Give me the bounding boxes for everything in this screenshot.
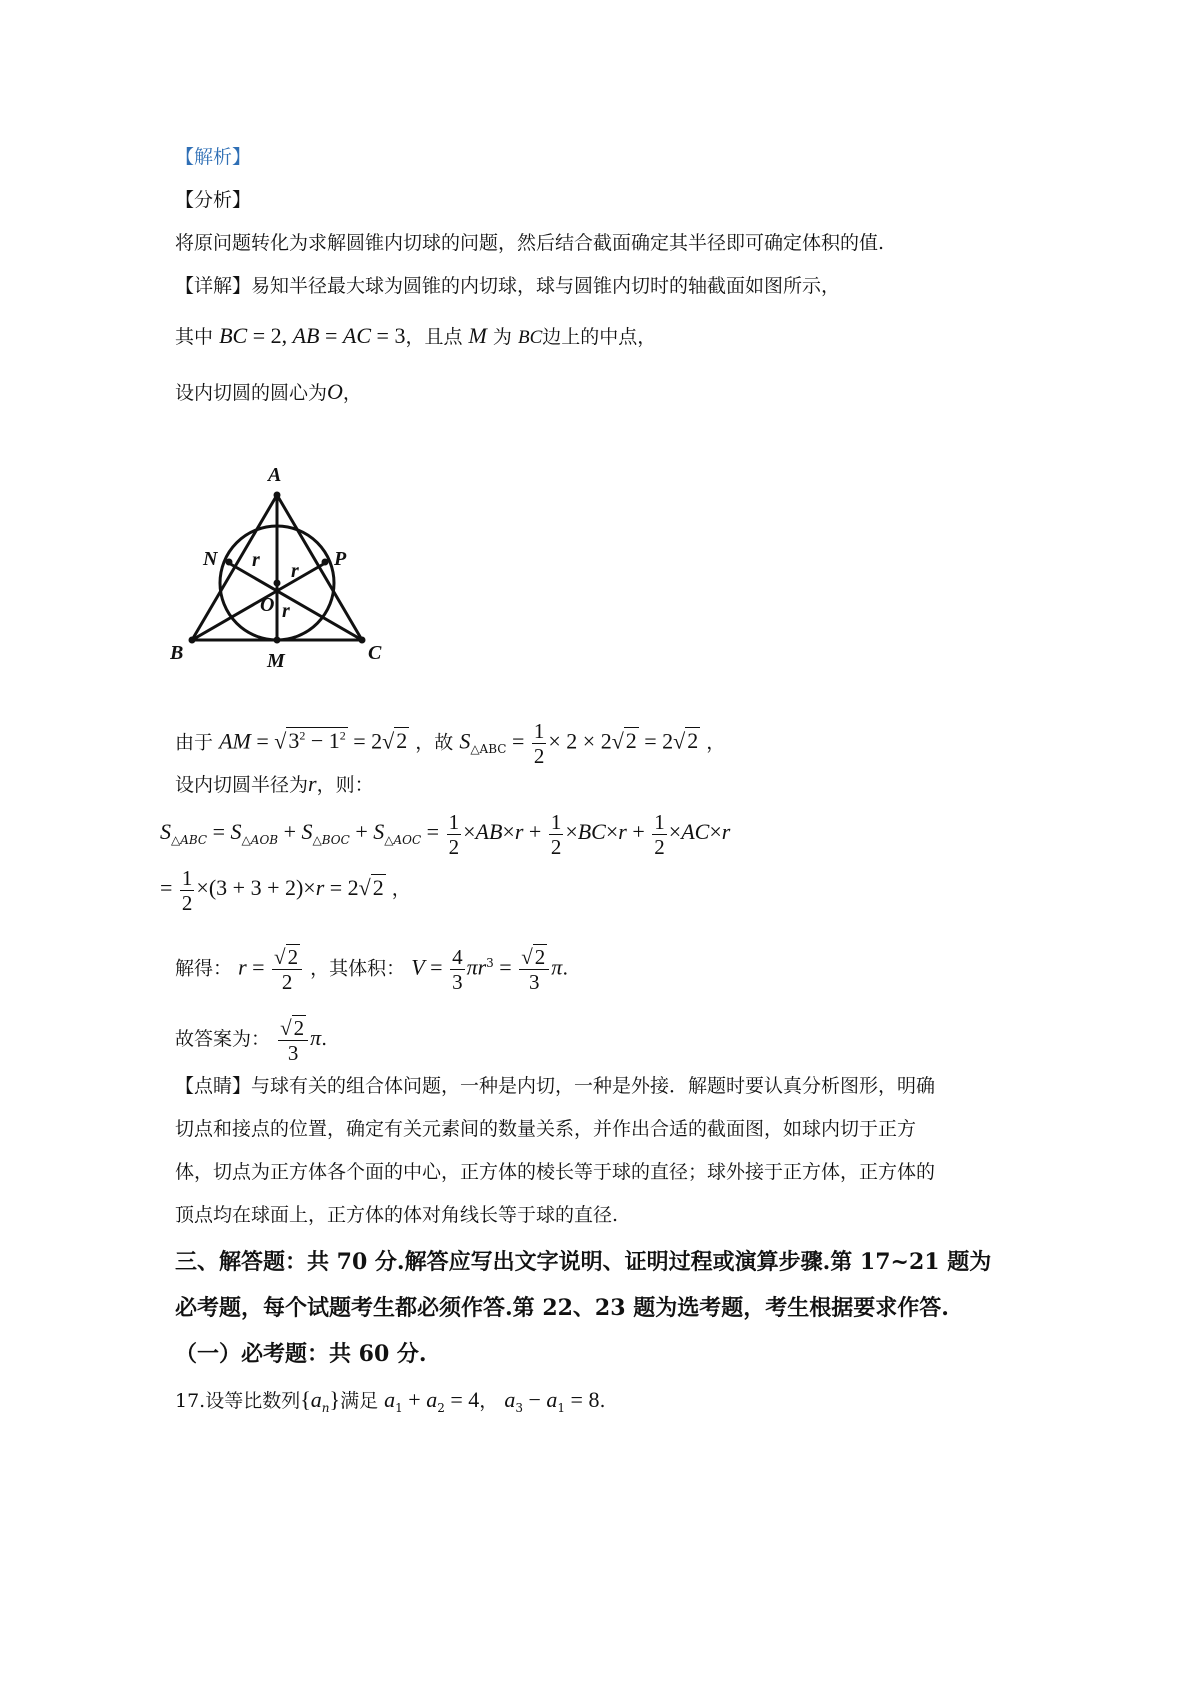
text: ， xyxy=(479,1390,499,1412)
answer-line: 故答案为： $\frac{√2}{3}$ π. xyxy=(175,1015,328,1065)
segment-bc: BC xyxy=(517,327,543,348)
text: 设内切圆的圆心为 xyxy=(175,382,328,404)
label-r1: r xyxy=(252,549,260,571)
xiangjie-tag: 【详解】 xyxy=(175,275,252,297)
text: ， xyxy=(342,382,362,404)
given-line: 其中 BC = 2, AB = AC = 3，且点 M 为 BC边上的中点， xyxy=(175,323,657,348)
solve-line: 解得： r = $\frac{√2}{2}$ ，其体积： V = $\frac{4}{3}$ $\pi r^3$ = $\frac{√2}{3}$ π. xyxy=(175,944,569,994)
text: 边上的中点， xyxy=(542,326,657,348)
text: 为 xyxy=(492,326,512,348)
var-r: r xyxy=(308,771,317,796)
area-equation-1: $S_{\triangle ABC} = S_{\triangle AOB} + S_{\triangle BOC} + S_{\triangle AOC}$ = $\frac{1}{2}$ ×AB×r + $\frac{1}{2}$ ×BC×r + $\frac{1}{2}$ ×AC×r xyxy=(160,809,731,859)
text: 设内切圆半径为 xyxy=(175,774,309,796)
text: ，则： xyxy=(316,774,374,796)
dianjing-3: 体，切点为正方体各个面的中心，正方体的棱长等于球的直径；球外接于正方体，正方体的 xyxy=(175,1161,936,1183)
label-o: O xyxy=(260,594,275,616)
label-n: N xyxy=(203,548,218,570)
text: ，且点 xyxy=(405,326,463,348)
text: 满足 xyxy=(340,1390,379,1412)
question-17: 17.设等比数列$\{a_n\}$满足 $a_1 + a_2 = 4$， $a_3 - a_1 = 8$. xyxy=(175,1387,606,1415)
text: 其中 xyxy=(175,326,214,348)
fenxi-heading: 【分析】 xyxy=(175,189,252,211)
text: 17.设等比数列 xyxy=(175,1390,301,1412)
xiangjie-paragraph xyxy=(175,272,840,300)
dianjing-4: 顶点均在球面上，正方体的体对角线长等于球的直径. xyxy=(175,1204,619,1226)
text: 与球有关的组合体问题，一种是内切，一种是外接．解题时要认真分析图形，明确 xyxy=(251,1075,936,1097)
text: 由于 xyxy=(175,731,214,754)
radius-line xyxy=(175,770,374,799)
point-m: M xyxy=(468,323,487,348)
triangle-incircle-diagram xyxy=(170,465,410,675)
label-c: C xyxy=(368,642,382,664)
xiangjie-text: 易知半径最大球为圆锥的内切球，球与圆锥内切时的轴截面如图所示， xyxy=(251,275,841,297)
section-3-line-1: 三、解答题：共 70 分.解答应写出文字说明、证明过程或演算步骤.第 17~21 题为 xyxy=(175,1249,992,1275)
text: 解得： xyxy=(175,957,233,980)
center-o: O xyxy=(327,379,343,404)
text: 故答案为： xyxy=(175,1028,271,1050)
text: ，故 xyxy=(415,731,454,754)
area-equation-2: = $\frac{1}{2}$ ×(3 + 3 + 2)×r = 2√2 ， xyxy=(160,865,411,915)
text: ，其体积： xyxy=(310,957,406,980)
label-r2: r xyxy=(291,560,299,582)
am-line: 由于 AM = $√3^2 - 1^2 = 2√2$ ，故 $S_{\triangle ABC}$ = $\frac{1}{2}$ × 2 × 2√2 = 2√2 ， xyxy=(175,718,726,768)
section-3-line-3: （一）必考题：共 60 分. xyxy=(175,1341,427,1367)
label-a: A xyxy=(268,465,282,486)
given-equation: BC xyxy=(219,323,248,348)
jiexi-heading: 【解析】 xyxy=(175,146,252,168)
dianjing-tag: 【点睛】 xyxy=(175,1075,252,1097)
section-3-line-2: 必考题，每个试题考生都必须作答.第 22、23 题为选考题，考生根据要求作答. xyxy=(175,1295,949,1321)
label-m: M xyxy=(267,650,285,672)
label-p: P xyxy=(334,548,347,570)
dianjing-2: 切点和接点的位置，确定有关元素间的数量关系，并作出合适的截面图，如球内切于正方 xyxy=(175,1118,917,1140)
fenxi-text: 将原问题转化为求解圆锥内切球的问题，然后结合截面确定其半径即可确定体积的值. xyxy=(175,232,885,254)
label-r3: r xyxy=(282,600,290,622)
center-line xyxy=(175,378,362,407)
label-b: B xyxy=(170,642,184,664)
dianjing-1 xyxy=(175,1072,935,1100)
